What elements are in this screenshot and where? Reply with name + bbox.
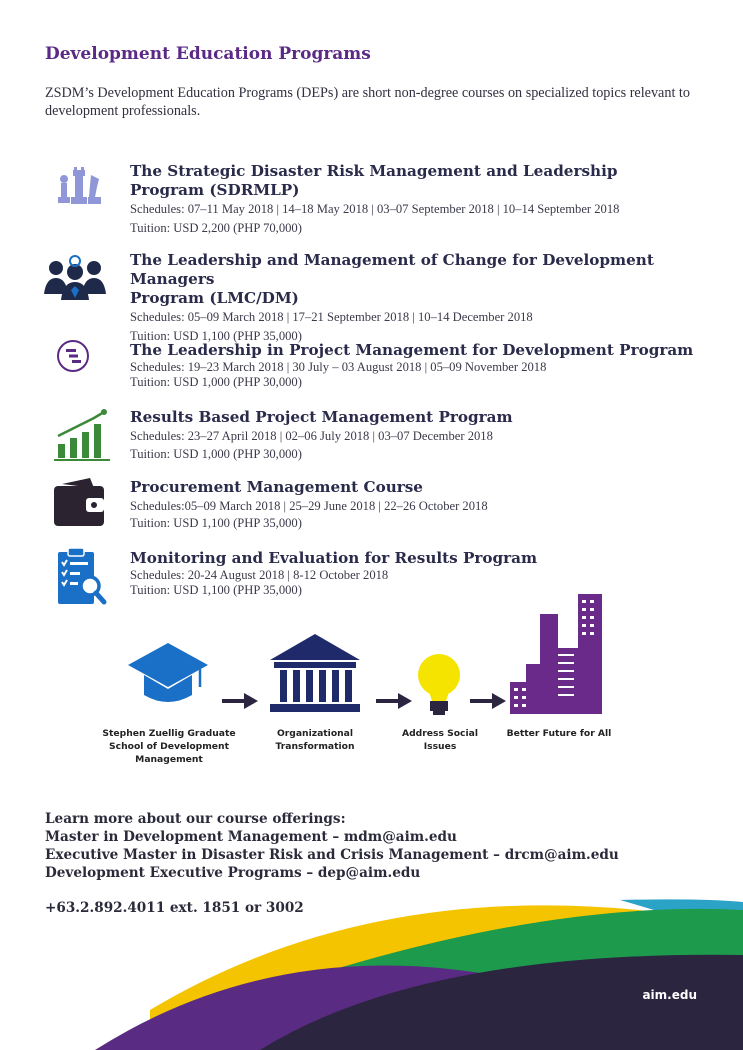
program-title: The Leadership in Project Management for Development Program xyxy=(130,341,694,359)
arrow-icon xyxy=(376,693,412,709)
program-schedule: Schedules: 05–09 March 2018 | 17–21 September 2018 | 10–14 December 2018 xyxy=(130,310,533,324)
project-timeline-icon xyxy=(56,339,90,373)
page-title: Development Education Programs xyxy=(45,44,371,64)
contact-dep[interactable]: Development Executive Programs – dep@aim.edu xyxy=(45,865,421,881)
program-tuition: Tuition: USD 1,000 (PHP 30,000) xyxy=(130,447,302,461)
wallet-icon xyxy=(52,478,106,528)
program-tuition: Tuition: USD 1,100 (PHP 35,000) xyxy=(130,583,302,597)
program-tuition: Tuition: USD 1,000 (PHP 30,000) xyxy=(130,375,302,389)
program-tuition: Tuition: USD 1,100 (PHP 35,000) xyxy=(130,516,302,530)
program-schedule: Schedules: 19–23 March 2018 | 30 July – 03 August 2018 | 05–09 November 2018 xyxy=(130,360,547,374)
program-sdrmlp xyxy=(130,162,730,237)
program-schedule: Schedules: 20-24 August 2018 | 8-12 October 2018 xyxy=(130,568,389,582)
program-schedule: Schedules: 07–11 May 2018 | 14–18 May 2018 | 03–07 September 2018 | 10–14 September 2018 xyxy=(130,202,620,216)
program-project-management xyxy=(130,341,730,390)
program-tuition: Tuition: USD 1,100 (PHP 35,000) xyxy=(130,329,302,343)
program-title: The Leadership and Management of Change for Development Managers Program (LMC/DM) xyxy=(130,251,654,307)
chess-pieces-icon xyxy=(55,165,103,209)
program-results-based xyxy=(130,408,730,463)
program-procurement xyxy=(130,478,730,532)
contact-section xyxy=(45,810,619,882)
clipboard-magnifier-icon xyxy=(56,546,108,606)
program-schedule: Schedules: 23–27 April 2018 | 02–06 July 2018 | 03–07 December 2018 xyxy=(130,429,493,443)
graduation-cap-icon xyxy=(128,643,208,709)
intro-paragraph: ZSDM’s Development Education Programs (DEPs) are short non-degree courses on specialized topics relevant to development professionals. xyxy=(45,85,690,119)
flow-label-social-issues: Address Social Issues xyxy=(401,728,479,752)
program-title: Procurement Management Course xyxy=(130,478,423,496)
growth-chart-icon xyxy=(54,408,110,462)
city-buildings-icon xyxy=(508,594,604,716)
contact-drcm[interactable]: Executive Master in Disaster Risk and Crisis Management – drcm@aim.edu xyxy=(45,847,619,863)
program-tuition: Tuition: USD 2,200 (PHP 70,000) xyxy=(130,221,302,235)
contact-phone: +63.2.892.4011 ext. 1851 or 3002 xyxy=(45,900,304,916)
arrow-icon xyxy=(222,693,258,709)
light-bulb-icon xyxy=(416,653,462,715)
program-monitoring-evaluation xyxy=(130,549,730,598)
flow-label-better-future: Better Future for All xyxy=(506,728,612,739)
contact-lead: Learn more about our course offerings: xyxy=(45,811,346,827)
program-title: The Strategic Disaster Risk Management and Leadership Program (SDRMLP) xyxy=(130,162,618,199)
program-lmc-dm xyxy=(130,251,730,345)
arrow-icon xyxy=(470,693,506,709)
program-title: Results Based Project Management Program xyxy=(130,408,513,426)
flow-label-transformation: Organizational Transformation xyxy=(275,728,355,752)
footer-url[interactable]: aim.edu xyxy=(642,988,697,1002)
team-leader-icon xyxy=(44,254,106,300)
contact-mdm[interactable]: Master in Development Management – mdm@aim.edu xyxy=(45,829,457,845)
program-title: Monitoring and Evaluation for Results Program xyxy=(130,549,538,567)
program-schedule: Schedules:05–09 March 2018 | 25–29 June 2018 | 22–26 October 2018 xyxy=(130,499,488,513)
flow-label-school: Stephen Zuellig Graduate School of Development Management xyxy=(102,728,236,765)
institution-building-icon xyxy=(268,634,362,714)
